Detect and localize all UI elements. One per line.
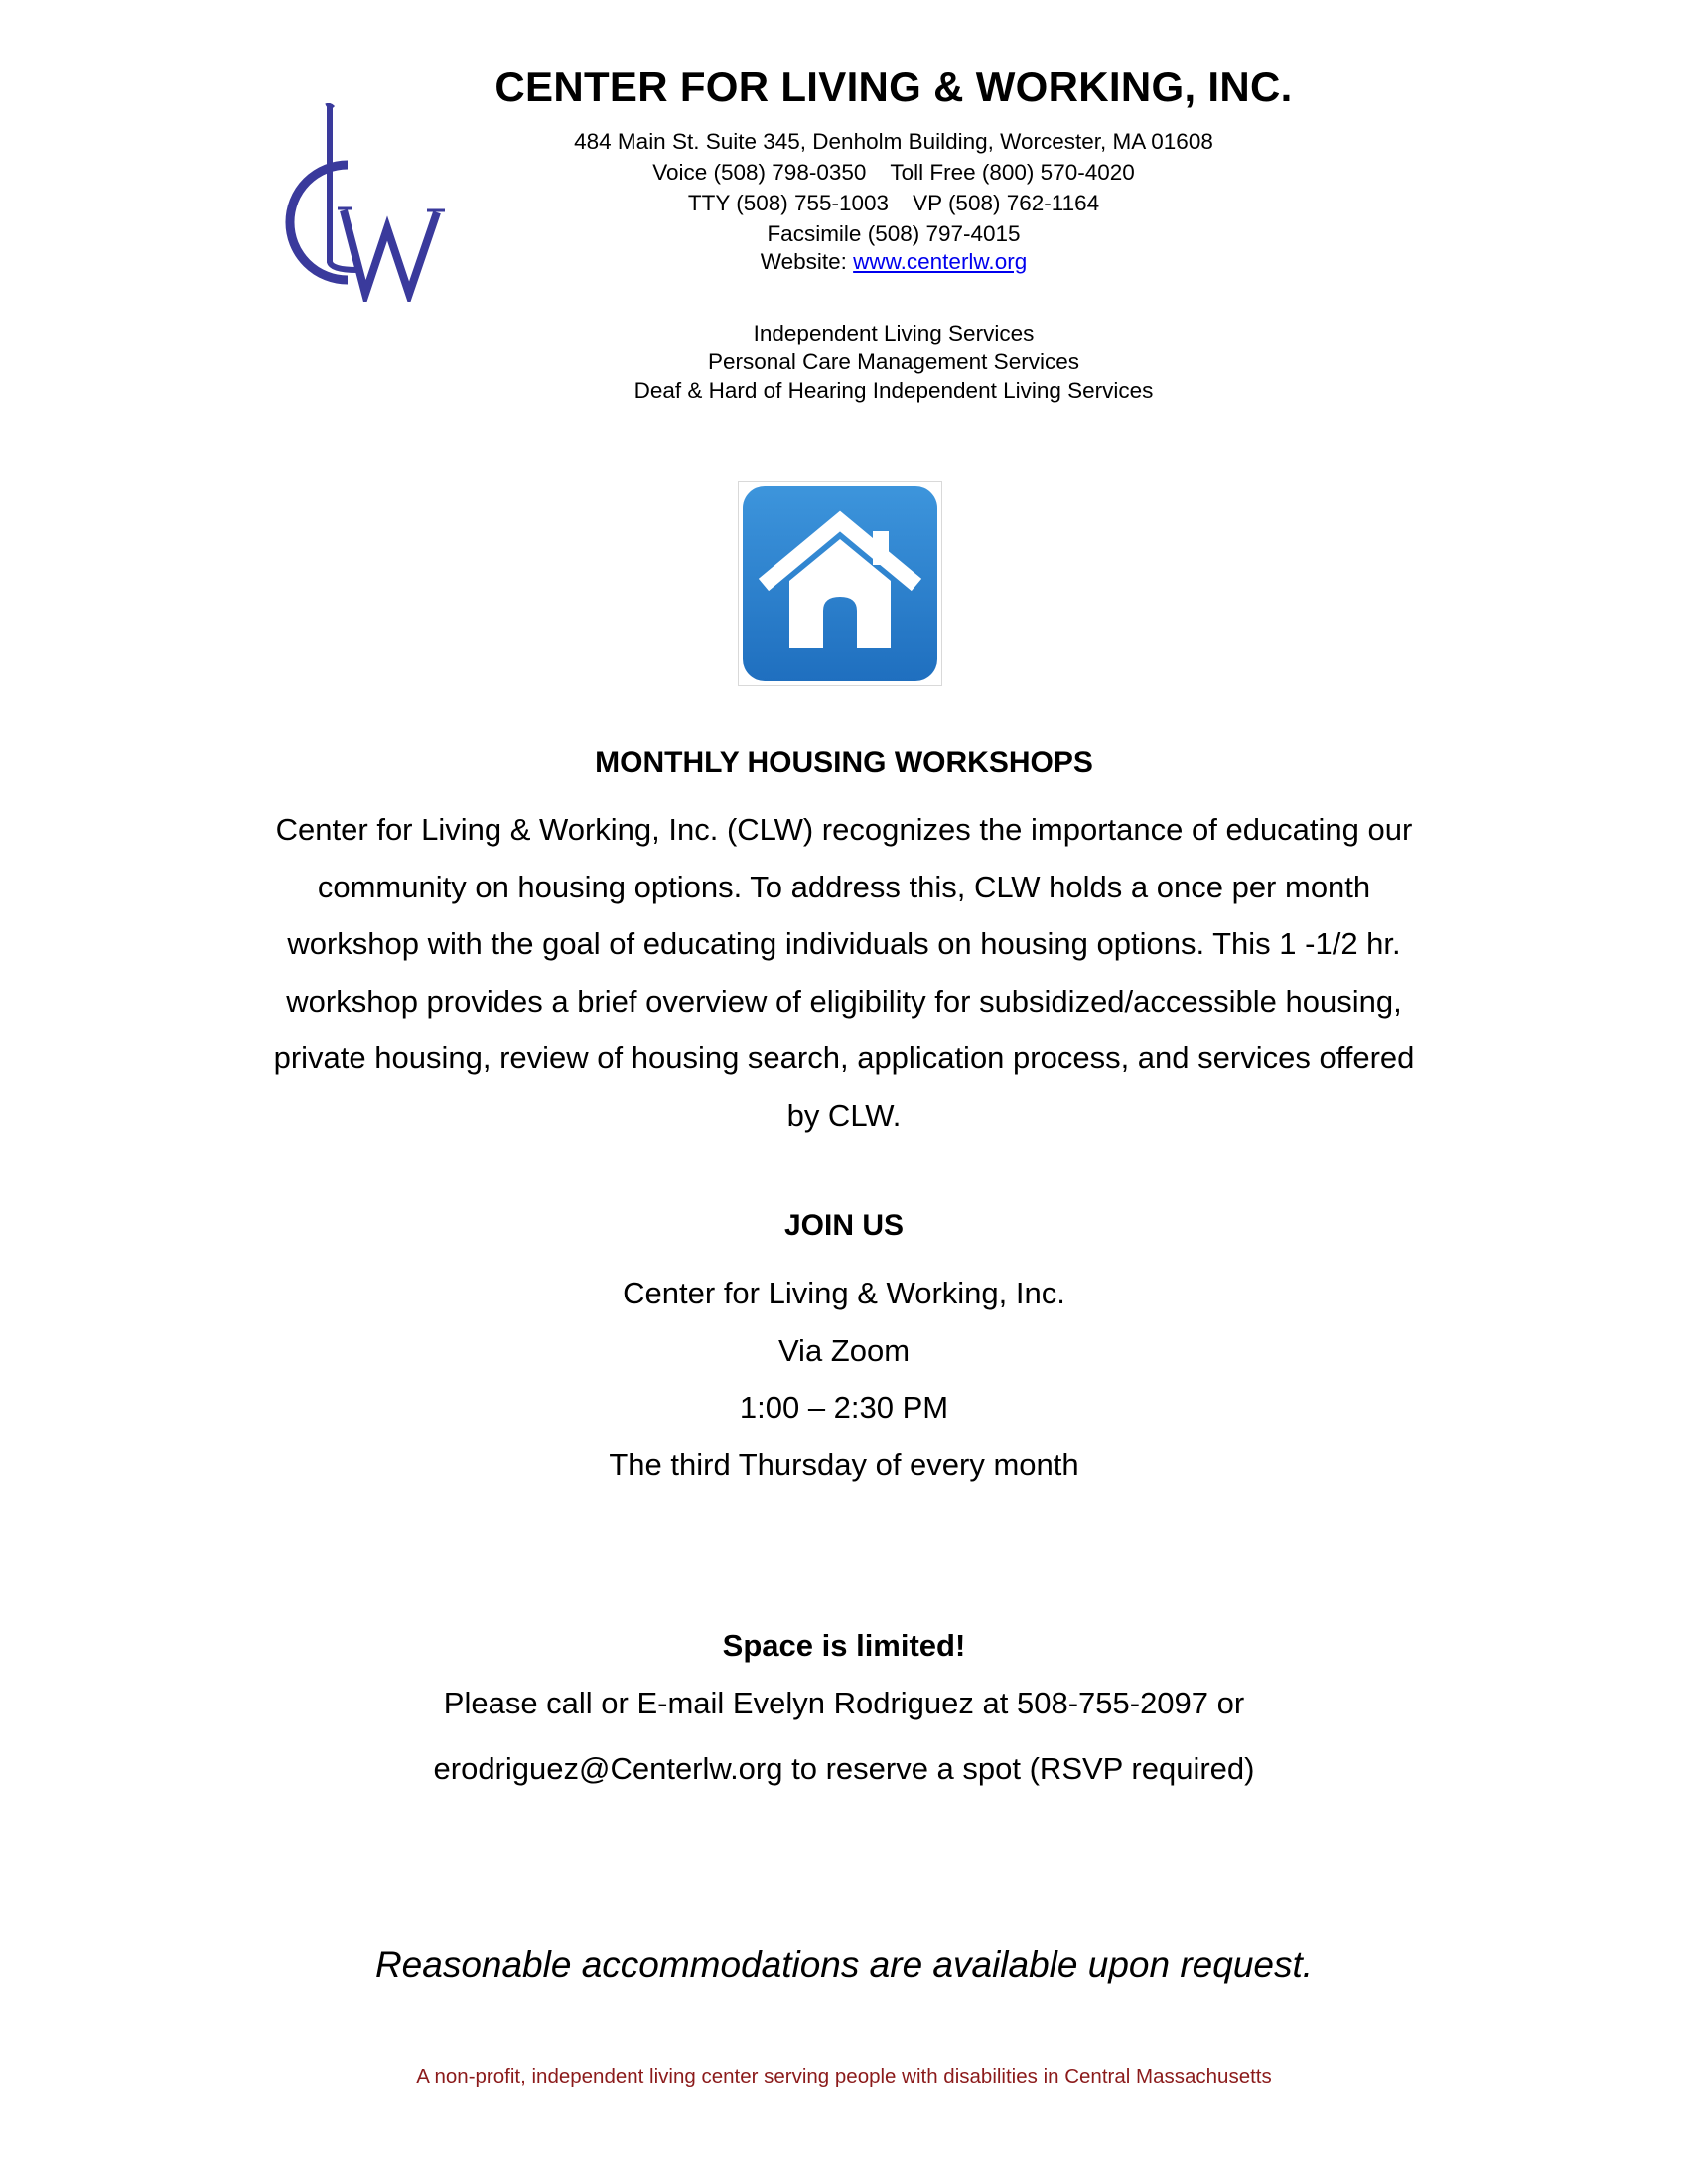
- phone-line-2: [328, 193, 1460, 223]
- description-line: Center for Living & Working, Inc. (CLW) recognizes the importance of educating our: [275, 812, 1413, 847]
- join-platform: Via Zoom: [777, 1332, 911, 1368]
- contact-block: [328, 131, 1460, 282]
- description-line: workshop with the goal of educating individuals on housing options. This 1 -1/2 hr.: [287, 926, 1401, 961]
- description-line: community on housing options. To address this, CLW holds a once per month: [317, 869, 1371, 904]
- vp-number: VP (508) 762-1164: [913, 191, 1100, 215]
- house-icon-frame: [738, 481, 942, 686]
- website-link[interactable]: www.centerlw.org: [853, 249, 1028, 274]
- website-line: [328, 251, 1460, 282]
- rsvp-line-1: Please call or E-mail Evelyn Rodriguez at 508-755-2097 or: [443, 1686, 1245, 1720]
- house-icon: [742, 485, 938, 682]
- join-time: 1:00 – 2:30 PM: [739, 1390, 949, 1425]
- join-title: JOIN US: [783, 1209, 905, 1242]
- footer-text: A non-profit, independent living center serving people with disabilities in Central Massachusetts: [416, 2065, 1272, 2088]
- description-line: private housing, review of housing search, application process, and services offered: [273, 1040, 1415, 1075]
- org-name: CENTER FOR LIVING & WORKING, INC.: [494, 64, 1293, 110]
- voice-number: Voice (508) 798-0350: [652, 160, 867, 185]
- service-item: Independent Living Services: [753, 321, 1035, 345]
- accommodations-note: Reasonable accommodations are available upon request.: [374, 1944, 1314, 1984]
- fax-number: Facsimile (508) 797-4015: [767, 221, 1021, 246]
- services-list: [328, 319, 1460, 405]
- service-item: Deaf & Hard of Hearing Independent Living Services: [633, 378, 1154, 403]
- tty-number: TTY (508) 755-1003: [687, 191, 890, 215]
- phone-line-1: [328, 162, 1460, 193]
- workshop-description: [218, 801, 1470, 1144]
- space-limited-title: Space is limited!: [722, 1628, 966, 1663]
- join-schedule: The third Thursday of every month: [609, 1446, 1079, 1482]
- service-item: Personal Care Management Services: [708, 349, 1079, 374]
- toll-free-number: Toll Free (800) 570-4020: [890, 160, 1135, 185]
- workshop-title: MONTHLY HOUSING WORKSHOPS: [595, 747, 1093, 779]
- address: 484 Main St. Suite 345, Denholm Building, Worcester, MA 01608: [574, 129, 1213, 154]
- join-details: [199, 1265, 1489, 1493]
- rsvp-line-2: erodriguez@Centerlw.org to reserve a spot (RSVP required): [433, 1751, 1255, 1786]
- join-location: Center for Living & Working, Inc.: [623, 1276, 1065, 1310]
- description-line: workshop provides a brief overview of eligibility for subsidized/accessible housing,: [286, 983, 1402, 1019]
- website-label: Website:: [760, 249, 854, 274]
- description-line: by CLW.: [786, 1097, 902, 1133]
